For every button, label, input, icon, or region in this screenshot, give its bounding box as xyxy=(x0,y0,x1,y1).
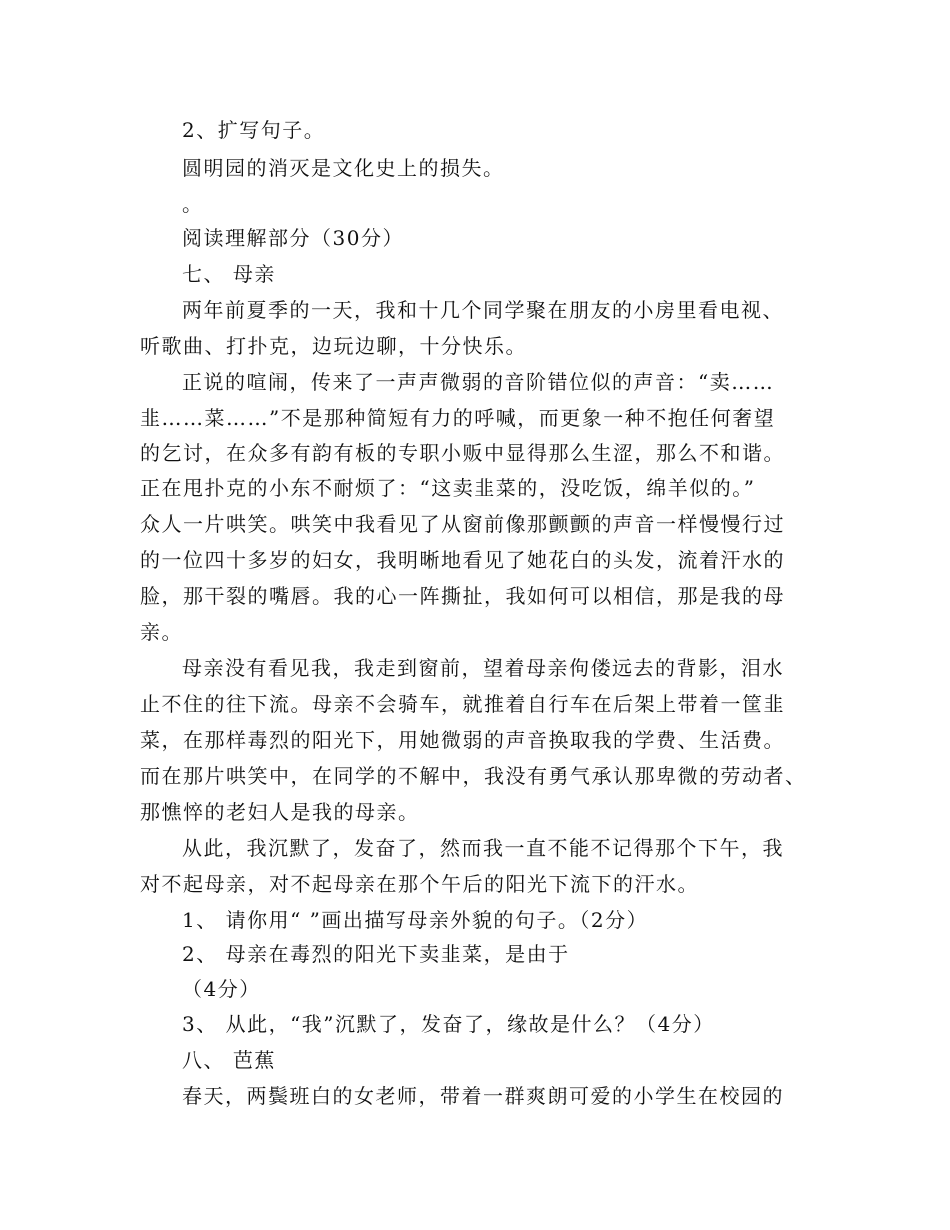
passage-line: 从此，我沉默了，发奋了，然而我一直不能不记得那个下午，我 xyxy=(182,836,784,860)
passage-line: 正在甩扑克的小东不耐烦了：“这卖韭菜的，没吃饭，绵羊似的。” xyxy=(140,476,756,500)
passage-line: 众人一片哄笑。哄笑中我看见了从窗前像那颤颤的声音一样慢慢行过 xyxy=(140,512,785,536)
exercise-2-heading: 2、扩写句子。 xyxy=(182,118,326,142)
passage-line: 韭……菜……”不是那种简短有力的呼喊，而更象一种不抱任何奢望 xyxy=(140,406,776,430)
reading-section-title: 阅读理解部分（30分） xyxy=(182,226,404,250)
passage-line: 听歌曲、打扑克，边玩边聊，十分快乐。 xyxy=(140,334,527,358)
passage-line: 止不住的往下流。母亲不会骑车，就推着自行车在后架上带着一筐韭 xyxy=(140,692,785,716)
passage-line: 菜，在那样毒烈的阳光下，用她微弱的声音换取我的学费、生活费。 xyxy=(140,728,785,752)
passage-line: 两年前夏季的一天，我和十几个同学聚在朋友的小房里看电视、 xyxy=(182,298,784,322)
question-2: 2、 母亲在毒烈的阳光下卖韭菜，是由于 xyxy=(182,942,570,966)
passage-line: 的一位四十多岁的妇女，我明晰地看见了她花白的头发，流着汗水的 xyxy=(140,548,785,572)
passage-line: 的乞讨，在众多有韵有板的专职小贩中显得那么生涩，那么不和谐。 xyxy=(140,441,785,465)
passage-7-title: 七、 母亲 xyxy=(182,262,276,286)
passage-line: 脸，那干裂的嘴唇。我的心一阵撕扯，我如何可以相信，那是我的母 xyxy=(140,584,785,608)
passage-line: 春天，两鬓班白的女老师，带着一群爽朗可爱的小学生在校园的 xyxy=(182,1084,784,1108)
passage-line: 而在那片哄笑中，在同学的不解中，我没有勇气承认那卑微的劳动者、 xyxy=(140,764,807,788)
passage-line: 母亲没有看见我，我走到窗前，望着母亲佝偻远去的背影，泪水 xyxy=(182,656,784,680)
question-2-score: （4分） xyxy=(182,977,261,1001)
passage-line: 亲。 xyxy=(140,620,183,644)
question-3: 3、 从此，“我”沉默了，发奋了，缘故是什么？（4分） xyxy=(182,1012,715,1036)
passage-8-title: 八、 芭蕉 xyxy=(182,1048,276,1072)
passage-line: 那憔悴的老妇人是我的母亲。 xyxy=(140,800,420,824)
question-1: 1、 请你用“ ”画出描写母亲外貌的句子。（2分） xyxy=(182,908,649,932)
passage-line: 正说的喧闹，传来了一声声微弱的音阶错位似的声音：“卖…… xyxy=(182,370,775,394)
sentence-to-expand: 圆明园的消灭是文化史上的损失。 xyxy=(182,156,505,180)
passage-line: 对不起母亲，对不起母亲在那个午后的阳光下流下的汗水。 xyxy=(140,872,699,896)
answer-blank-line: 。 xyxy=(182,192,204,216)
